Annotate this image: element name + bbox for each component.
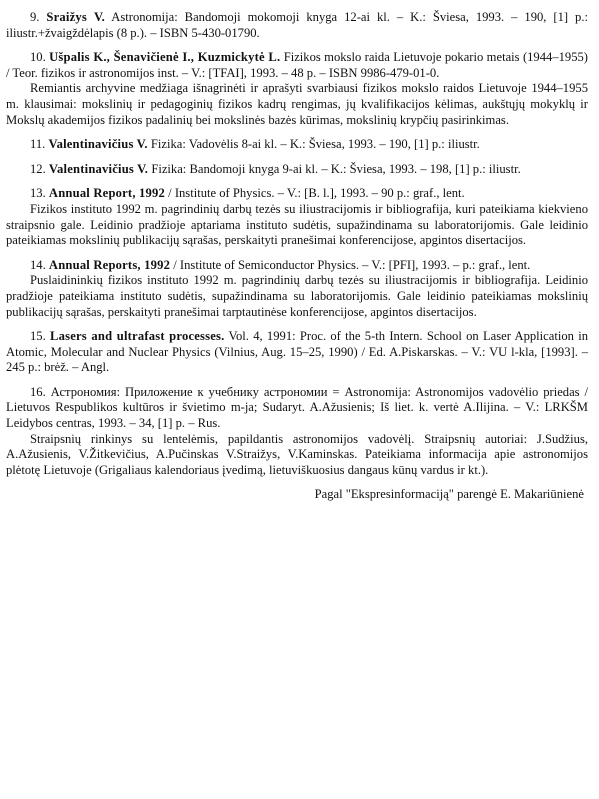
entry-author: Valentinavičius V. (48, 137, 148, 152)
compiler-credit: Pagal "Ekspresinformaciją" parengė E. Makariūnienė (314, 487, 584, 502)
entry-author: Valentinavičius V. (48, 161, 149, 176)
entry-author: Ušpalis K., Šenavičienė I., Kuzmickytė L. (49, 50, 281, 65)
entry-number: 15. (30, 329, 46, 344)
entry-annotation: Fizikos instituto 1992 m. pagrindinių darbų tezės su iliustracijomis ir bibliografija, kuri pateikiama kiekvieno straipsnio gale. Leidinio pradžioje aptariama instituto sudėtis, supažindinama su laboratorijomis. Gale leidinio pateikiamas mokslinių publikacijų sąrašas, perskaityti pranešimai konferencijose, apgintos disertacijos. (6, 201, 588, 248)
bibliography-entry-13 (6, 186, 588, 248)
entry-text: Fizikos mokslo raida Lietuvoje pokario metais (1944–1955) / Teor. fizikos ir astronomijos inst. – V.: [TFAI], 1993. – 48 p. – ISBN 9986-479-01-0. (6, 50, 588, 80)
bibliography-entry-9 (6, 10, 588, 41)
entry-text: / Institute of Semiconductor Physics. – V.: [PFI], 1993. – p.: graf., lent. (173, 257, 531, 272)
entry-text: Astronomija: Bandomoji mokomoji knyga 12-ai kl. – K.: Šviesa, 1993. – 190, [1] p.: iliustr.+žvaigždėlapis (8 p.). – ISBN 5-430-01790. (6, 10, 588, 40)
entry-author: Lasers and ultrafast processes. (50, 329, 225, 344)
entry-annotation: Puslaidininkių fizikos instituto 1992 m. pagrindinių darbų tezės su iliustracijomis ir bibliografija. Leidinio pradžioje pateikiama instituto sudėtis, supažindinama su laboratorijomis. Gale leidinio pateikiamas mokslinių publikacijų sąrašas, perskaityti pranešimai tarptautinėse konferencijose, apgintos disertacijos. (6, 273, 588, 319)
entry-text: Астрономия: Приложение к учебнику астрономии = Astronomija: Astronomijos vadovėlio priedas / Lietuvos Respublikos kultūros ir švietimo m-ja; Sudaryt. A.Ažusienis; Iš liet. k. vertė A.Ilijina. – V.: LRKŠM Leidybos centras, 1993. – 34, [1] p. – Rus. (6, 384, 588, 431)
entry-author: Annual Reports, 1992 (48, 257, 171, 272)
entry-number: 14. (30, 257, 46, 272)
entry-text: Fizika: Bandomoji knyga 9-ai kl. – K.: Šviesa, 1993. – 198, [1] p.: iliustr. (151, 161, 521, 176)
entry-author: Sraižys V. (46, 10, 105, 24)
bibliography-entry-16 (6, 385, 588, 479)
entry-author: Annual Report, 1992 (48, 186, 166, 201)
bibliography-page (6, 10, 588, 503)
bibliography-entry-10 (6, 50, 588, 128)
entry-number: 13. (30, 186, 46, 201)
bibliography-entry-12 (6, 162, 588, 178)
bibliography-entry-11 (6, 137, 588, 153)
entry-text: Vol. 4, 1991: Proc. of the 5-th Intern. School on Laser Application in Atomic, Molecular and Nuclear Physics (Vilnius, Aug. 15–25, 1990) / Ed. A.Piskarskas. – V.: VU l-kla, [1993]. – 245 p.: brėž. – Angl. (6, 329, 589, 375)
entry-text: Fizika: Vadovėlis 8-ai kl. – K.: Šviesa, 1993. – 190, [1] p.: iliustr. (150, 137, 480, 152)
entry-number: 12. (30, 161, 46, 176)
bibliography-entry-14 (6, 258, 588, 320)
entry-number: 10. (30, 50, 46, 65)
entry-number: 16. (30, 384, 46, 399)
entry-number: 11. (30, 137, 46, 152)
entry-annotation: Remiantis archyvine medžiaga išnagrinėti ir aprašyti svarbiausi fizikos mokslo raidos Lietuvoje 1944–1955 m. klausimai: mokslinių ir pedagoginių fizikos kadrų rengimas, jų kvalifikacijos kėlimas, aukštųjų mokyklų ir Mokslų akademijos fizikos padalinių bei mokslinės bazės kūrimas, mokslinių krypčių pasirinkimas. (6, 81, 588, 127)
entry-annotation: Straipsnių rinkinys su lentelėmis, papildantis astronomijos vadovėlį. Straipsnių autoriai: J.Sudžius, A.Ažusienis, V.Žitkevičius, A.Pučinskas V.Straižys, V.Kaminskas. Pateikiama informacija apie astronomijos plėtotę Lietuvoje (Grigaliaus kalendoriaus įvedimą, lietuviškuosius dangaus kūnų vardus ir kt.). (6, 431, 588, 477)
entry-text: / Institute of Physics. – V.: [B. l.], 1993. – 90 p.: graf., lent. (168, 186, 465, 201)
entry-number: 9. (30, 10, 40, 24)
bibliography-entry-15 (6, 329, 588, 376)
